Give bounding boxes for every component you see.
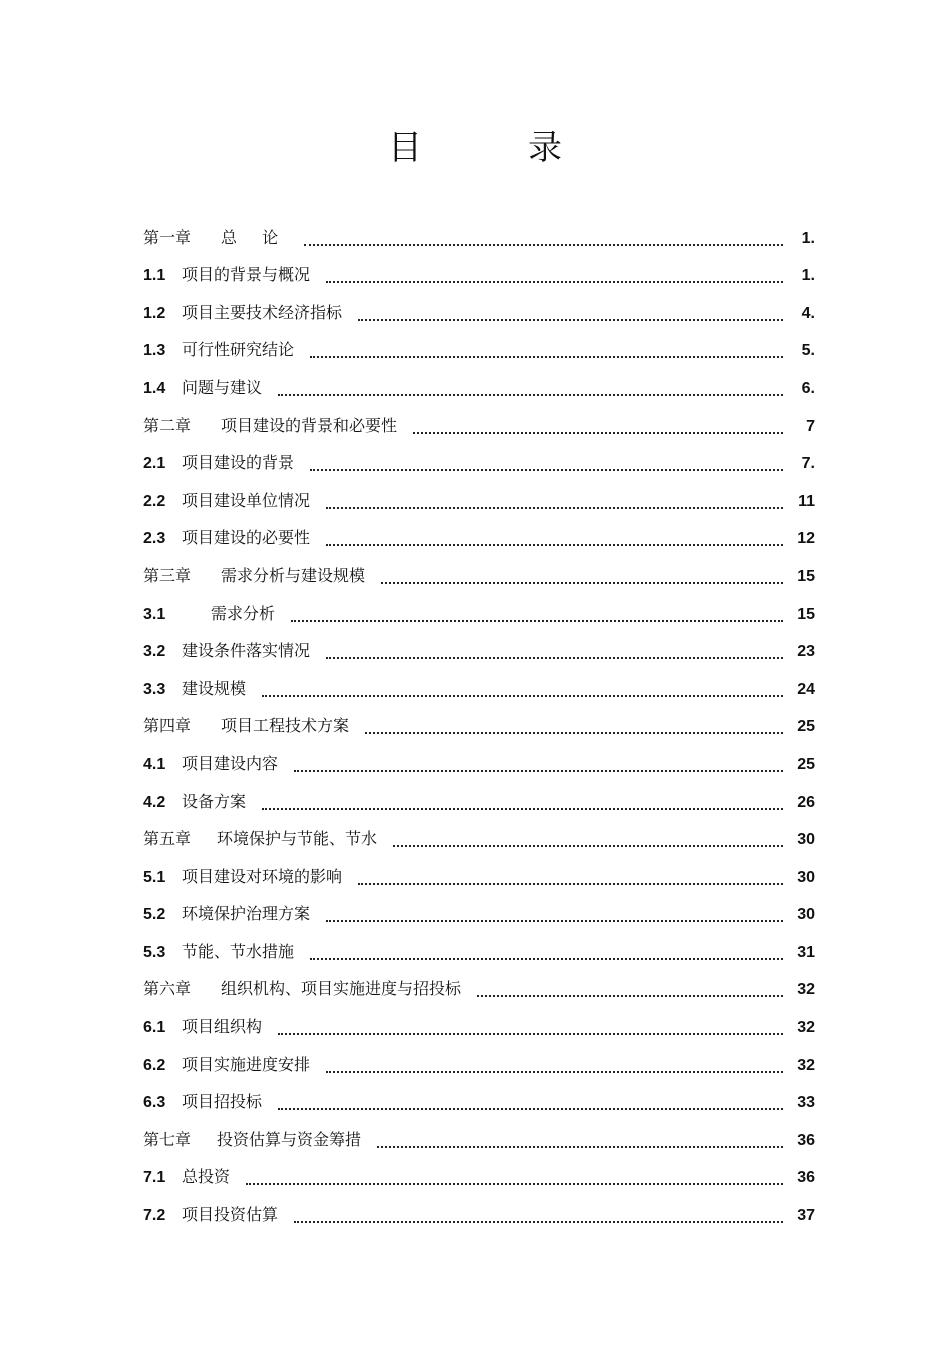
toc-entry[interactable] (143, 814, 815, 852)
toc-entry[interactable] (143, 400, 815, 438)
dot-leader (278, 1032, 783, 1035)
dot-leader (262, 807, 783, 810)
dot-leader (381, 581, 783, 584)
dot-leader (326, 506, 783, 509)
toc-entry-title: 项目建设对环境的影响 (182, 866, 343, 886)
toc-section-number: 4.1 (143, 755, 166, 773)
toc-chapter-number: 第五章 (143, 829, 192, 849)
toc-entry[interactable] (143, 475, 815, 513)
toc-section-number: 5.3 (143, 943, 166, 961)
dot-leader (262, 694, 783, 697)
toc-entry-title: 问题与建议 (182, 377, 263, 397)
toc-page-number: 6. (801, 379, 815, 397)
toc-section-number: 2.1 (143, 455, 166, 473)
toc-entry-title: 需求分析 (211, 603, 276, 623)
toc-section-number: 3.1 (143, 605, 166, 623)
toc-entry-title: 项目实施进度安排 (182, 1054, 311, 1074)
toc-chapter-number: 第六章 (143, 979, 192, 999)
dot-leader (326, 656, 783, 659)
toc-entry-title: 项目工程技术方案 (221, 716, 350, 736)
toc-page-number: 36 (797, 1131, 815, 1149)
toc-entry-title: 设备方案 (182, 791, 247, 811)
dot-leader (358, 318, 783, 321)
dot-leader (477, 994, 783, 997)
dot-leader (365, 731, 783, 734)
toc-entry[interactable] (143, 550, 815, 588)
toc-page-number: 15 (797, 605, 815, 623)
page-title: 目 录 (388, 128, 598, 168)
toc-chapter-number: 第四章 (143, 716, 192, 736)
toc-entry[interactable] (143, 776, 815, 814)
toc-entry[interactable] (143, 738, 815, 776)
toc-page-number: 32 (797, 1056, 815, 1074)
toc-section-number: 2.3 (143, 530, 166, 548)
toc-entry[interactable] (143, 287, 815, 325)
dot-leader (304, 243, 783, 246)
toc-entry-title: 项目主要技术经济指标 (182, 302, 343, 322)
toc-entry[interactable] (143, 212, 815, 250)
toc-entry[interactable] (143, 1001, 815, 1039)
dot-leader (294, 769, 783, 772)
dot-leader (310, 468, 783, 471)
toc-section-number: 3.3 (143, 680, 166, 698)
toc-section-number: 7.1 (143, 1169, 166, 1187)
toc-entry[interactable] (143, 362, 815, 400)
toc-entry-title: 项目建设的背景和必要性 (221, 415, 398, 435)
toc-chapter-number: 第三章 (143, 565, 192, 585)
toc-page-number: 12 (797, 530, 815, 548)
toc-page-number: 31 (797, 943, 815, 961)
toc-section-number: 1.2 (143, 304, 166, 322)
toc-entry-title: 组织机构、项目实施进度与招投标 (221, 979, 462, 999)
toc-section-number: 7.2 (143, 1207, 166, 1225)
dot-leader (358, 882, 783, 885)
toc-entry[interactable] (143, 926, 815, 964)
toc-entry[interactable] (143, 1039, 815, 1077)
dot-leader (326, 543, 783, 546)
toc-page-number: 5. (801, 342, 815, 360)
dot-leader (278, 393, 783, 396)
toc-section-number: 6.2 (143, 1056, 166, 1074)
toc-page-number: 1. (801, 267, 815, 285)
toc-entry-title: 项目组织构 (182, 1017, 263, 1037)
toc-entry[interactable] (143, 701, 815, 739)
toc-chapter-number: 第二章 (143, 415, 192, 435)
toc-page-number: 11 (798, 492, 815, 510)
toc-page-number: 24 (797, 680, 815, 698)
dot-leader (326, 919, 783, 922)
toc-entry-title: 项目建设的背景 (182, 453, 295, 473)
toc-section-number: 6.1 (143, 1019, 166, 1037)
toc-page-number: 33 (797, 1094, 815, 1112)
toc-page-number: 15 (797, 567, 815, 585)
toc-page-number: 23 (797, 643, 815, 661)
toc-section-number: 6.3 (143, 1094, 166, 1112)
toc-entry-title: 环境保护与节能、节水 (217, 829, 378, 849)
dot-leader (294, 1220, 783, 1223)
toc-entry[interactable] (143, 513, 815, 551)
toc-section-number: 5.1 (143, 868, 166, 886)
toc-entry[interactable] (143, 626, 815, 664)
toc-section-number: 4.2 (143, 793, 166, 811)
toc-entry-title: 环境保护治理方案 (182, 904, 311, 924)
toc-entry[interactable] (143, 438, 815, 476)
toc-chapter-number: 第一章 (143, 227, 192, 247)
toc-entry[interactable] (143, 250, 815, 288)
toc-page-number: 4. (801, 304, 815, 322)
toc-entry-title: 项目建设的必要性 (182, 528, 311, 548)
toc-page-number: 1. (801, 229, 815, 247)
toc-entry-title: 需求分析与建设规模 (221, 565, 366, 585)
toc-entry-title: 总 论 (221, 227, 289, 247)
toc-section-number: 1.3 (143, 342, 166, 360)
toc-entry[interactable] (143, 1114, 815, 1152)
toc-entry[interactable] (143, 889, 815, 927)
toc-entry-title: 总投资 (182, 1167, 231, 1187)
toc-entry-title: 项目的背景与概况 (182, 265, 311, 285)
toc-section-number: 5.2 (143, 906, 166, 924)
toc-entry[interactable] (143, 1152, 815, 1190)
toc-entry[interactable] (143, 663, 815, 701)
toc-entry-title: 项目建设内容 (182, 753, 279, 773)
dot-leader (377, 1145, 783, 1148)
toc-page-number: 25 (797, 718, 815, 736)
toc-page-number: 25 (797, 755, 815, 773)
toc-entry-title: 项目投资估算 (182, 1205, 279, 1225)
toc-entry-title: 节能、节水措施 (182, 941, 295, 961)
toc-page-number: 26 (797, 793, 815, 811)
toc-page-number: 37 (797, 1207, 815, 1225)
toc-section-number: 3.2 (143, 643, 166, 661)
toc-section-number: 2.2 (143, 492, 166, 510)
toc-page-number: 30 (797, 831, 815, 849)
dot-leader (393, 844, 783, 847)
toc-entry[interactable] (143, 1077, 815, 1115)
toc-page-number: 30 (797, 906, 815, 924)
toc-entry[interactable] (143, 851, 815, 889)
toc-entry[interactable] (143, 325, 815, 363)
toc-page-number: 7 (806, 417, 815, 435)
dot-leader (278, 1107, 783, 1110)
toc-entry-title: 投资估算与资金筹措 (217, 1129, 362, 1149)
toc-entry-title: 项目招投标 (182, 1092, 263, 1112)
toc-entry[interactable] (143, 1189, 815, 1227)
toc-section-number: 1.4 (143, 379, 166, 397)
table-of-contents (143, 212, 815, 1227)
toc-page-number: 32 (797, 1019, 815, 1037)
dot-leader (246, 1182, 783, 1185)
toc-entry-title: 可行性研究结论 (182, 340, 295, 360)
toc-page-number: 7. (801, 455, 815, 473)
toc-chapter-number: 第七章 (143, 1129, 192, 1149)
toc-entry-title: 建设规模 (182, 678, 247, 698)
toc-entry[interactable] (143, 964, 815, 1002)
dot-leader (310, 355, 783, 358)
toc-entry-title: 项目建设单位情况 (182, 490, 311, 510)
dot-leader (291, 619, 783, 622)
dot-leader (413, 431, 783, 434)
toc-page-number: 32 (797, 981, 815, 999)
dot-leader (310, 957, 783, 960)
toc-entry-title: 建设条件落实情况 (182, 641, 311, 661)
toc-section-number: 1.1 (143, 267, 166, 285)
toc-entry[interactable] (143, 588, 815, 626)
toc-page-number: 30 (797, 868, 815, 886)
dot-leader (326, 280, 783, 283)
dot-leader (326, 1070, 783, 1073)
toc-page-number: 36 (797, 1169, 815, 1187)
